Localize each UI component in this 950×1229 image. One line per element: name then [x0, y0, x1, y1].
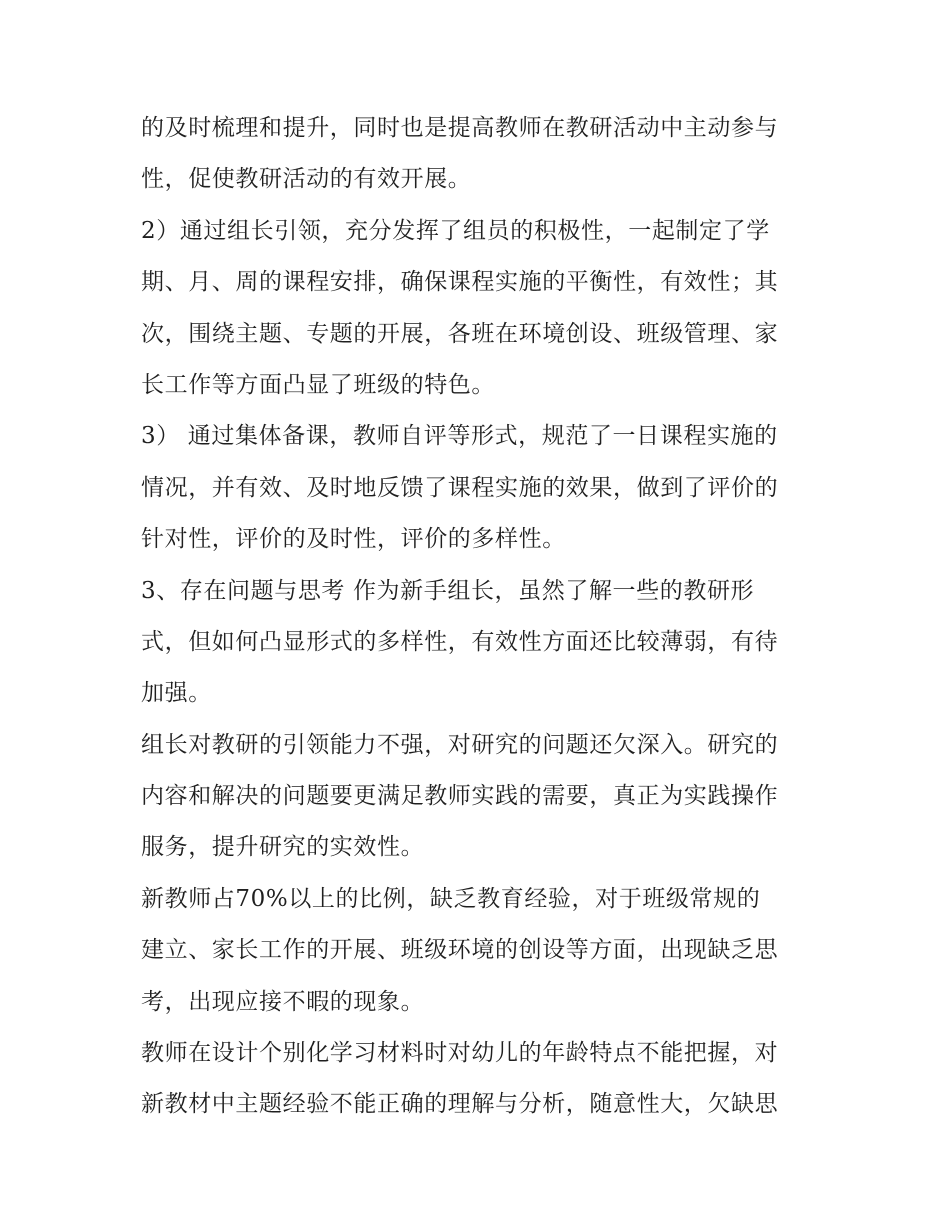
body-text — [141, 103, 821, 1131]
text-line: 2）通过组长引领，充分发挥了组员的积极性，一起制定了学 — [141, 217, 770, 244]
text-line: 建立、家长工作的开展、班级环境的创设等方面，出现缺乏思 — [141, 937, 779, 964]
text-line: 新教师占70%以上的比例，缺乏教育经验，对于班级常规的 — [141, 885, 761, 912]
text-line: 期、月、周的课程安排，确保课程实施的平衡性，有效性；其 — [141, 269, 779, 296]
text-line: 的及时梳理和提升，同时也是提高教师在教研活动中主动参与 — [141, 115, 779, 141]
text-line: 3） 通过集体备课，教师自评等形式，规范了一日课程实施的 — [141, 423, 778, 450]
text-line: 内容和解决的问题要更满足教师实践的需要，真正为实践操作 — [141, 783, 779, 810]
text-line: 新教材中主题经验不能正确的理解与分析，随意性大，欠缺思 — [141, 1091, 779, 1118]
text-line: 次，围绕主题、专题的开展，各班在环境创设、班级管理、家 — [141, 320, 779, 347]
text-line: 教师在设计个别化学习材料时对幼儿的年龄特点不能把握，对 — [141, 1040, 779, 1067]
text-line: 针对性，评价的及时性，评价的多样性。 — [141, 526, 566, 553]
text-line: 组长对教研的引领能力不强，对研究的问题还欠深入。研究的 — [141, 731, 779, 758]
text-line: 考，出现应接不暇的现象。 — [141, 988, 425, 1015]
text-line: 式，但如何凸显形式的多样性，有效性方面还比较薄弱，有待 — [141, 628, 779, 655]
text-line: 加强。 — [141, 680, 212, 707]
text-line: 长工作等方面凸显了班级的特色。 — [141, 371, 495, 398]
text-line: 服务，提升研究的实效性。 — [141, 834, 425, 861]
text-line: 3、存在问题与思考 作为新手组长，虽然了解一些的教研形 — [141, 577, 755, 604]
text-line: 情况，并有效、及时地反馈了课程实施的效果，做到了评价的 — [141, 474, 779, 501]
text-line: 性，促使教研活动的有效开展。 — [141, 166, 472, 193]
